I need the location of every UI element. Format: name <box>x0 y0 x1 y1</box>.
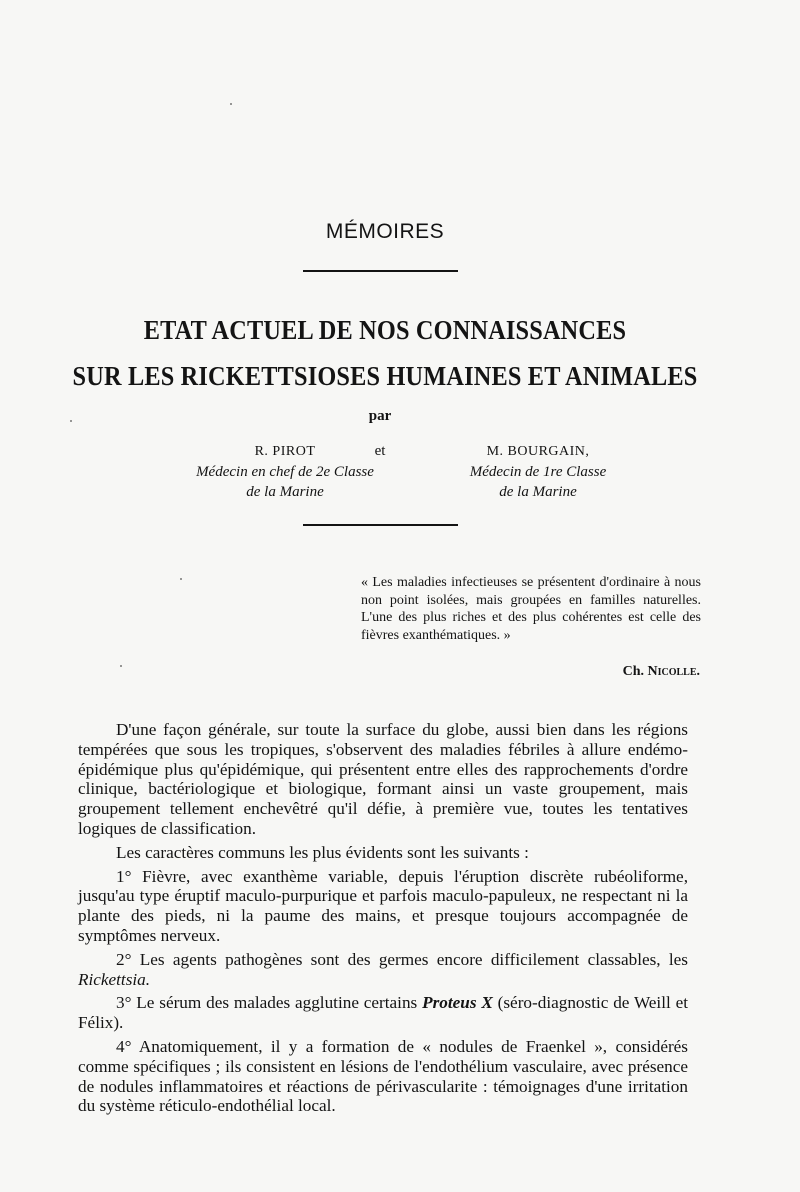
signature-last: Nicolle. <box>647 664 700 679</box>
signature-first: Ch. <box>622 664 644 679</box>
author-conjunction: et <box>374 443 386 459</box>
bottom-divider <box>303 524 458 526</box>
author-right-name: M. BOURGAIN, <box>486 444 590 459</box>
section-heading: MÉMOIRES <box>325 220 445 243</box>
paragraph-5-term: Proteus X <box>422 993 493 1013</box>
scan-speck <box>120 665 122 667</box>
scan-speck <box>230 103 232 105</box>
author-left <box>120 443 450 501</box>
epigraph-signature <box>560 664 700 680</box>
paragraph-5-text: 3° Le sérum des malades agglutine certains <box>116 993 423 1013</box>
paragraph-5 <box>78 993 688 1033</box>
article-title-line-2: SUR LES RICKETTSIOSES HUMAINES ET ANIMALES <box>72 361 698 391</box>
scan-speck <box>70 420 72 422</box>
article-body <box>78 720 688 1120</box>
author-left-name: R. PIROT <box>254 444 316 459</box>
paragraph-1: D'une façon générale, sur toute la surface du globe, aussi bien dans les régions tempérées que sous les tropiques, s'observent des maladies fébriles à allure endémo-épidémique plus qu'épidémique, qui présentent entre elles des rapprochements d'ordre clinique, bactériologique et biologique, formant ainsi un vaste groupement, mais groupement tellement enchevêtré qu'il défie, à première vue, toutes les tentatives logiques de classification. <box>78 720 688 838</box>
paragraph-4-text: 2° Les agents pathogènes sont des germes encore difficilement classables, les <box>116 949 688 969</box>
author-right-role-2: de la Marine <box>499 484 577 500</box>
paragraph-6: 4° Anatomiquement, il y a formation de « nodules de Fraenkel », considérés comme spécifiques ; ils consistent en lésions de l'endothélium vasculaire, avec présence de nodules inflammatoires et réactions de périvascularite : témoignages d'une irritation du système réticulo-endothélial local. <box>78 1036 688 1116</box>
paragraph-4 <box>78 950 688 990</box>
paragraph-5-end: (séro-diagnostic de Weill et Félix). <box>78 993 688 1033</box>
paragraph-4-term: Rickettsia. <box>78 969 151 989</box>
epigraph-quote: « Les maladies infectieuses se présentent d'ordinaire à nous non point isolées, mais groupées en familles naturelles. L'une des plus riches et des plus cohérentes est celle des fièvres exanthématiques. » <box>361 575 701 643</box>
paragraph-3: 1° Fièvre, avec exanthème variable, depuis l'éruption discrète rubéoliforme, jusqu'au type éruptif maculo-purpurique et parfois maculo-papuleux, ne respectant ni la plante des pieds, ni la paume des mains, et presque toujours accompagnée de symptômes nerveux. <box>78 866 688 945</box>
paragraph-2: Les caractères communs les plus évidents sont les suivants : <box>116 842 529 862</box>
article-title-line-1: ETAT ACTUEL DE NOS CONNAISSANCES <box>143 315 627 345</box>
byline-par: par <box>368 408 392 424</box>
scan-speck <box>180 578 182 580</box>
author-left-role-1: Médecin en chef de 2e Classe <box>196 464 374 480</box>
author-right-role-1: Médecin de 1re Classe <box>469 464 607 480</box>
author-left-role-2: de la Marine <box>246 484 324 500</box>
top-divider <box>303 270 458 272</box>
author-right <box>420 443 656 501</box>
